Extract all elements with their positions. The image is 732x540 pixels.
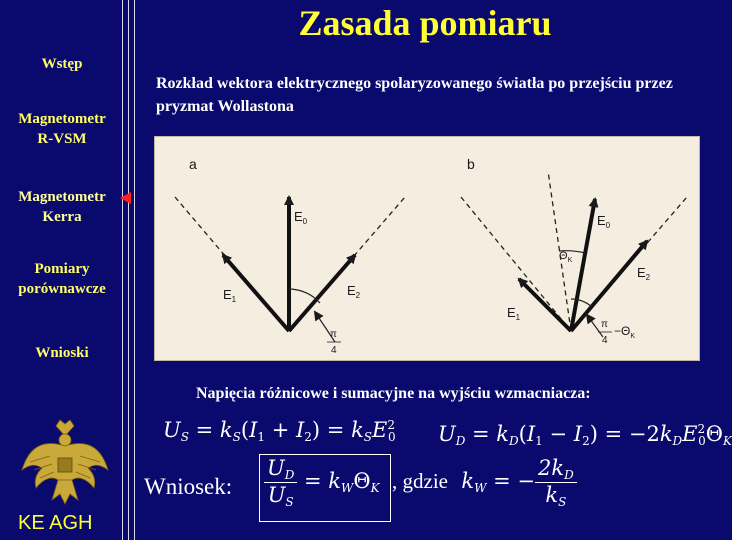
page-title: Zasada pomiaru <box>298 3 552 43</box>
panel-b-e0-label: $E_0$ <box>597 213 611 230</box>
panel-a-label: a <box>189 156 197 172</box>
wollaston-vector-figure <box>154 136 700 361</box>
section-heading-voltages: Napięcia różnicowe i sumacyjne na wyjściu wzmacniacza: <box>196 385 591 402</box>
sidebar-divider-3 <box>134 0 135 540</box>
panel-b-angle-den: 4 <box>602 335 608 346</box>
panel-a-angle-num: π <box>330 329 337 340</box>
page-subtitle: Rozkład wektora elektrycznego spolaryzowanego światła po przejściu przez pryzmat Wollastona <box>156 75 673 115</box>
panel-a-e2-label: $E_2$ <box>347 283 361 300</box>
nav-item-magnetometr-rvsm[interactable] <box>0 109 124 149</box>
panel-b-angle-num: π <box>601 319 608 330</box>
panel-b-theta-label: $\Theta_K$ <box>559 250 573 264</box>
nav-item-label: Magnetometr <box>18 189 106 205</box>
equation-ud: $U_D = k_D(I_1 - I_2) = -2k_DE^2_0\Theta_K$ <box>438 422 732 448</box>
panel-a-angle-den: 4 <box>331 345 337 356</box>
nav-item-label: Pomiary <box>34 261 90 277</box>
conclusion-label: Wniosek: <box>144 474 233 499</box>
kw-fraction: $\frac{2k_D}{k_S}$ <box>535 456 577 509</box>
panel-a-e0-label: $E_0$ <box>294 209 308 226</box>
panel-b-label: b <box>467 156 475 172</box>
eagle-emblem-icon <box>20 418 110 506</box>
conclusion-kw-definition: , gdzie $k_W$ = − $\frac{2k_D}{k_S}$ <box>392 456 577 509</box>
equation-us: $U_S = k_S(I_1 + I_2) = k_SE^2_0$ <box>163 418 396 444</box>
nav-item-magnetometr-kerra[interactable] <box>0 187 124 227</box>
nav-item-wnioski[interactable] <box>0 343 124 363</box>
panel-b-e2-label: $E_2$ <box>637 265 651 282</box>
footer-label: KE AGH <box>18 512 93 534</box>
nav-item-label-2: porównawcze <box>18 281 106 297</box>
nav-item-pomiary[interactable] <box>0 259 124 299</box>
nav-item-label: Wnioski <box>35 345 89 361</box>
ratio-fraction: $\frac{U_D}{U_S}$ <box>264 456 297 509</box>
nav-item-label: Magnetometr <box>18 111 106 127</box>
active-nav-arrow-icon <box>120 192 131 204</box>
vector-diagram <box>155 137 699 360</box>
panel-b-e1-label: $E_1$ <box>507 305 521 322</box>
sidebar-divider-2 <box>128 0 129 540</box>
panel-b <box>461 156 687 346</box>
nav-item-wstep[interactable] <box>0 54 124 74</box>
panel-b-angle-suffix: $-\Theta_K$ <box>614 324 636 340</box>
panel-a-e1-label: $E_1$ <box>223 287 237 304</box>
nav-item-label-2: R-VSM <box>37 131 87 147</box>
nav-item-label-2: Kerra <box>42 209 82 225</box>
conclusion-ratio: $\frac{U_D}{U_S}$ = $k_W\Theta_K$ <box>264 456 380 509</box>
panel-a <box>175 156 405 356</box>
nav-item-label: Wstęp <box>41 56 83 72</box>
